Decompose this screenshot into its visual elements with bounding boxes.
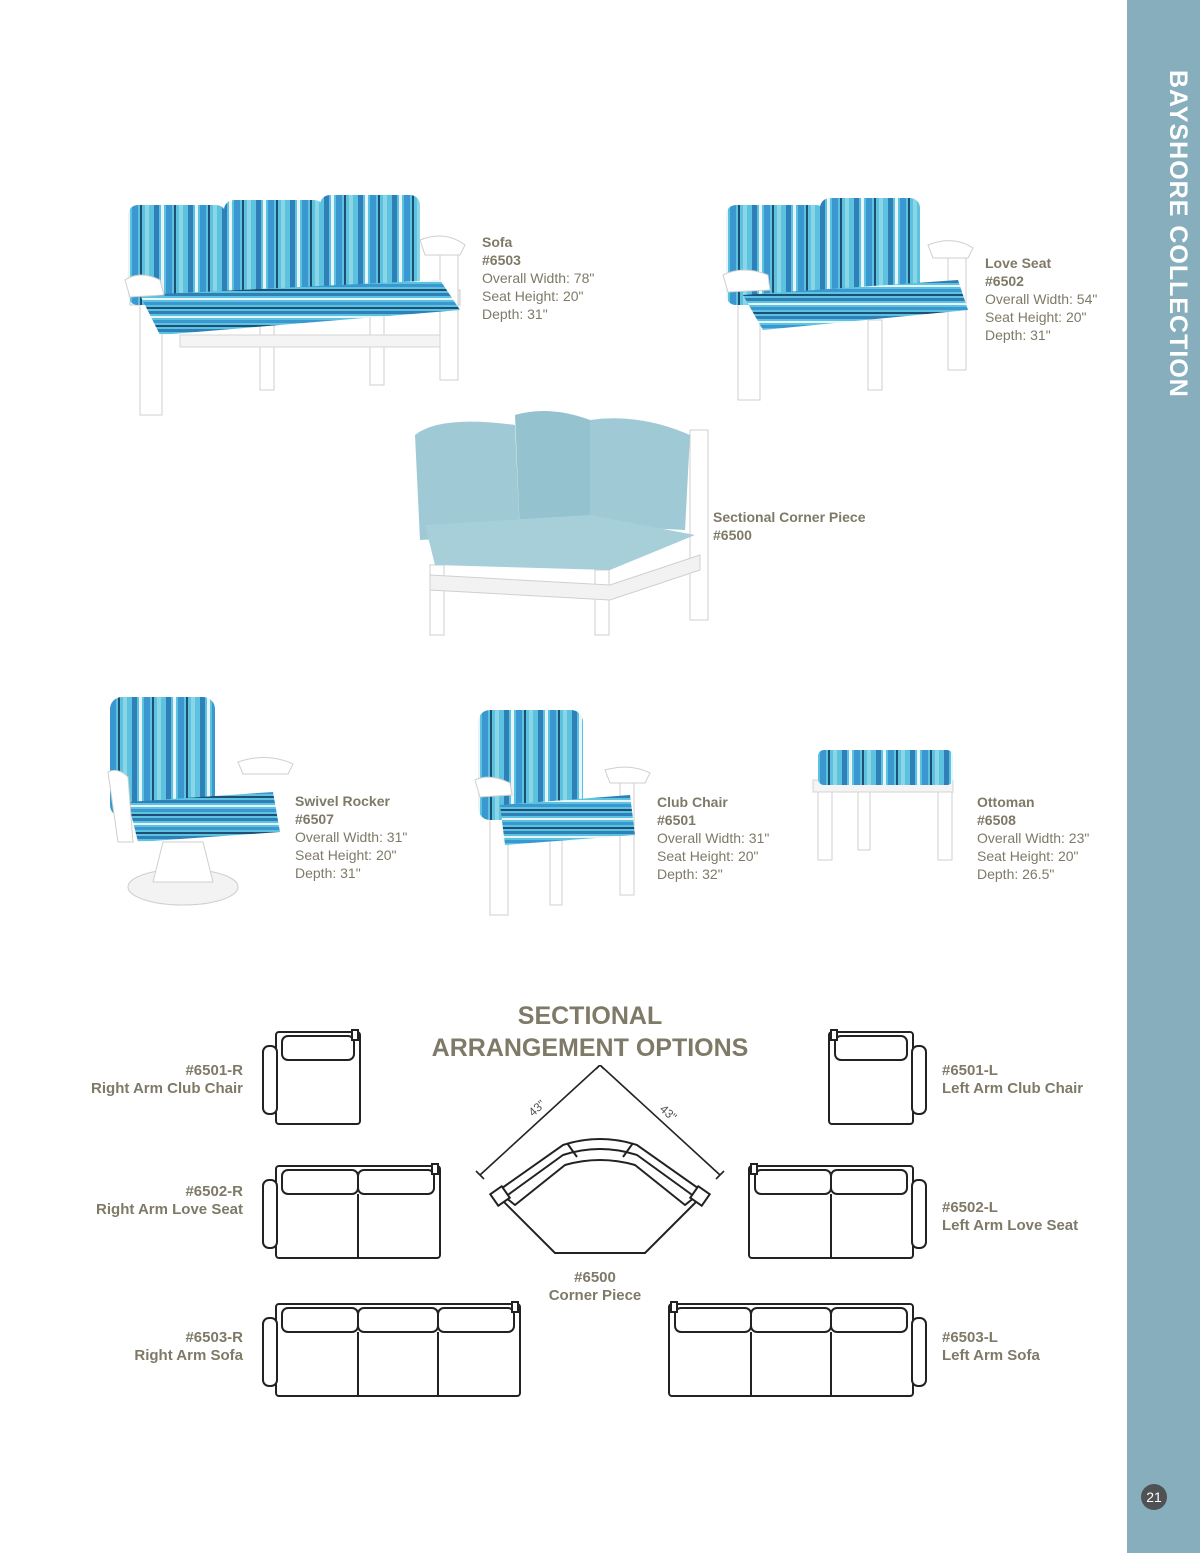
diagram-left-arm-club-chair [825,1028,930,1128]
diagram-right-arm-sofa [260,1300,525,1400]
piece-code: #6503-L [942,1329,998,1346]
product-name: Club Chair [657,794,728,810]
depth: Depth: 31" [295,865,361,881]
label-corner-piece [520,1269,670,1305]
dimension-left: 43" [525,1097,549,1120]
label-sofa-l [942,1329,1112,1365]
label-club-chair-r [90,1062,243,1098]
diagram-corner-piece [475,1065,725,1265]
sectional-title [420,1000,760,1064]
sofa-photo [120,185,470,420]
ottoman-spec [977,793,1089,883]
collection-title: BAYSHORE COLLECTION [1164,70,1192,398]
seat-height: Seat Height: 20" [482,288,584,304]
label-love-seat-r [90,1183,243,1219]
dimension-right: 43" [656,1101,680,1125]
product-name: Swivel Rocker [295,793,390,809]
club-chair-spec [657,793,769,883]
seat-height: Seat Height: 20" [977,848,1079,864]
overall-width: Overall Width: 54" [985,291,1098,307]
product-name: Sectional Corner Piece [713,509,866,525]
seat-height: Seat Height: 20" [295,847,397,863]
label-love-seat-l [942,1199,1112,1235]
seat-height: Seat Height: 20" [657,848,759,864]
depth: Depth: 26.5" [977,866,1055,882]
sectional-title-line2: ARRANGEMENT OPTIONS [431,1034,749,1062]
product-code: #6502 [985,273,1024,289]
page-number: 21 [1141,1484,1167,1510]
piece-code: #6501-R [185,1062,243,1079]
overall-width: Overall Width: 23" [977,830,1090,846]
sofa-spec [482,233,594,323]
overall-width: Overall Width: 31" [295,829,408,845]
product-name: Sofa [482,234,513,250]
ottoman-photo [808,745,958,865]
depth: Depth: 32" [657,866,723,882]
product-code: #6508 [977,812,1016,828]
swivel-rocker-spec [295,792,407,882]
corner-spec [713,508,866,544]
depth: Depth: 31" [482,306,548,322]
piece-code: #6502-R [185,1183,243,1200]
corner-piece-photo [410,405,715,640]
piece-name: Right Arm Love Seat [96,1201,243,1218]
piece-code: #6503-R [185,1329,243,1346]
piece-code: #6501-L [942,1062,998,1079]
piece-name: Left Arm Sofa [942,1347,1040,1364]
swivel-rocker-photo [98,692,298,912]
piece-name: Right Arm Sofa [134,1347,243,1364]
diagram-left-arm-love-seat [745,1162,930,1262]
sectional-title-line1: SECTIONAL [517,1002,663,1030]
love-seat-spec [985,254,1097,344]
product-code: #6503 [482,252,521,268]
product-name: Ottoman [977,794,1035,810]
piece-code: #6502-L [942,1199,998,1216]
product-code: #6500 [713,527,752,543]
piece-code: #6500 [574,1269,616,1286]
diagram-left-arm-sofa [665,1300,930,1400]
piece-name: Right Arm Club Chair [91,1080,243,1097]
overall-width: Overall Width: 78" [482,270,595,286]
label-club-chair-l [942,1062,1112,1098]
seat-height: Seat Height: 20" [985,309,1087,325]
diagram-right-arm-love-seat [260,1162,445,1262]
product-code: #6507 [295,811,334,827]
piece-name: Left Arm Club Chair [942,1080,1084,1097]
love-seat-photo [718,190,978,405]
diagram-right-arm-club-chair [260,1028,365,1128]
product-code: #6501 [657,812,696,828]
overall-width: Overall Width: 31" [657,830,770,846]
piece-name: Left Arm Love Seat [942,1217,1079,1234]
piece-name: Corner Piece [548,1287,642,1304]
club-chair-photo [470,705,655,920]
label-sofa-r [90,1329,243,1365]
depth: Depth: 31" [985,327,1051,343]
product-name: Love Seat [985,255,1052,271]
